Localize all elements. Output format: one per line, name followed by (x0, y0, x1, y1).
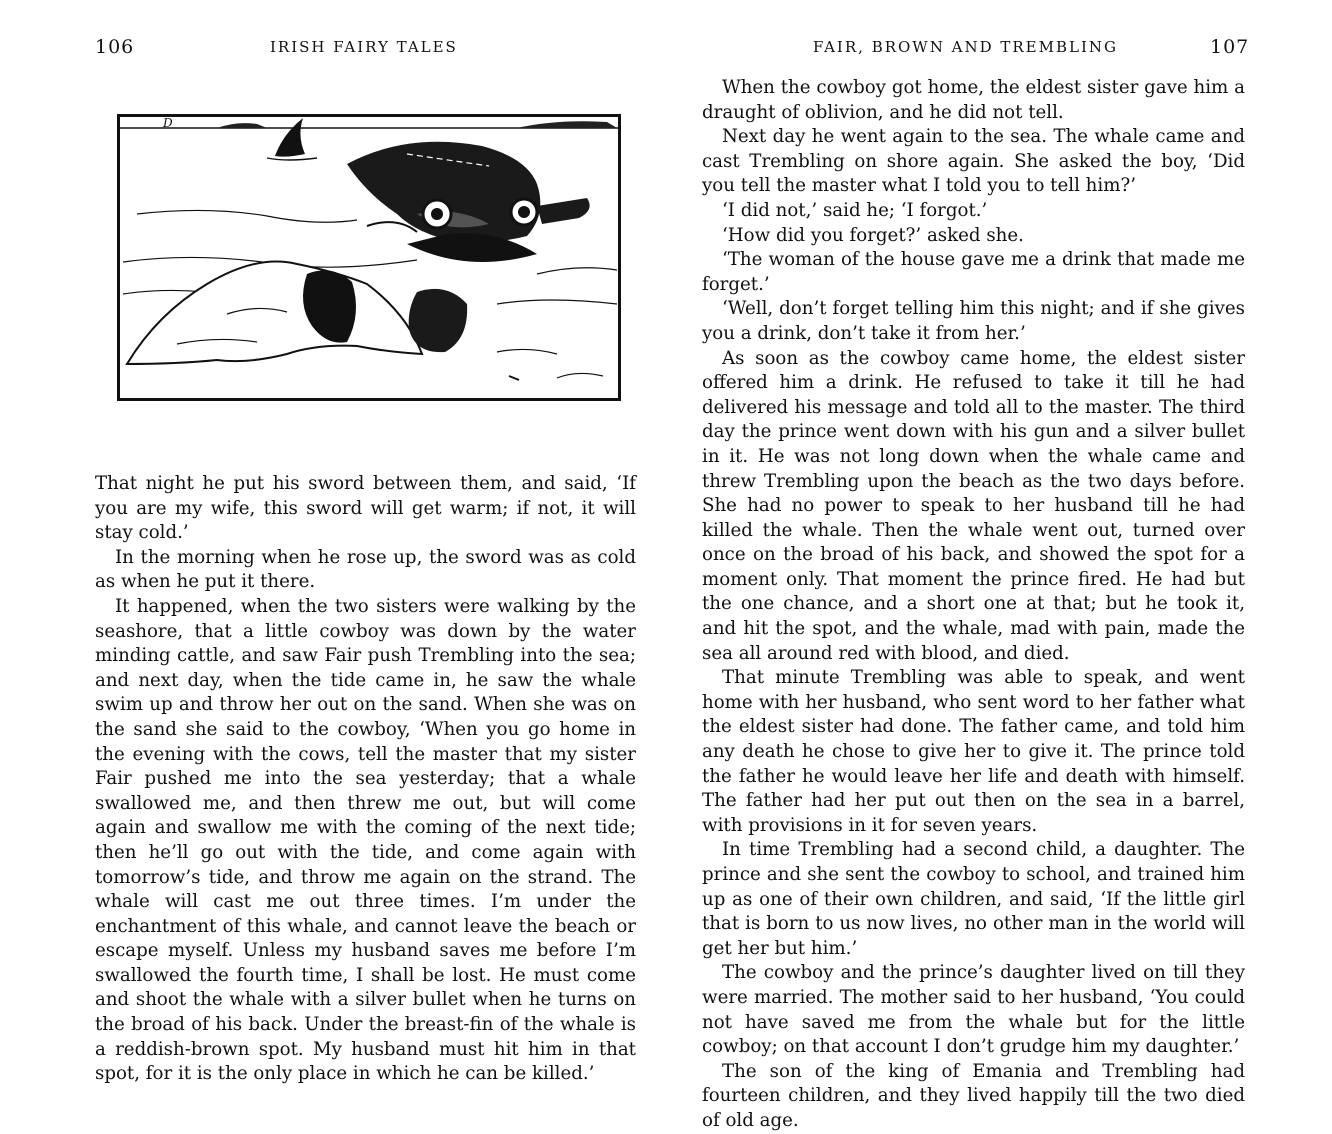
paragraph: That night he put his sword between them, and said, ‘If you are my wife, this sword will get warm; if not, it will stay cold.’ (95, 473, 636, 544)
paragraph: It happened, when the two sisters were walking by the seashore, that a little cowboy was down by the water minding cattle, and saw Fair push Trembling into the sea; and next day, when the tide came in, he saw the whale swim up and throw her out on the sand. When she was on the sand she said to the cowboy, ‘When you go home in the evening with the cows, tell the master that my sister Fair pushed me into the sea yesterday; that a whale swallowed me, and then threw me out, but will come again and swallow me with the coming of the next tide; then he’ll go out with the tide, and come again with tomorrow’s tide, and throw me again on the strand. The whale will cast me out three times. I’m under the enchantment of this whale, and cannot leave the beach or escape myself. Unless my husband saves me before I’m swallowed the fourth time, I shall be lost. He must come and shoot the whale with a silver bullet when he turns on the broad of his back. Under the breast-fin of the whale is a reddish-brown spot. My husband must hit him in that spot, for it is the only place in which he can be killed.’ (95, 595, 636, 1085)
right-page-body (702, 76, 1245, 1134)
paragraph: ‘The woman of the house gave me a drink that made me forget.’ (702, 249, 1245, 295)
paragraph: When the cowboy got home, the eldest sister gave him a draught of oblivion, and he did not tell. (702, 77, 1245, 123)
illustration-mark: D (163, 116, 173, 130)
paragraph: In the morning when he rose up, the sword was as cold as when he put it there. (95, 546, 636, 593)
paragraph: The cowboy and the prince’s daughter lived on till they were married. The mother said to her husband, ‘You could not have saved me from the whale but for the little cowboy; on that account I don’t grudge him my daughter.’ (702, 962, 1245, 1058)
paragraph: Next day he went again to the sea. The whale came and cast Trembling on shore again. She asked the boy, ‘Did you tell the master what I told you to tell him?’ (702, 126, 1245, 197)
left-page (0, 0, 666, 1085)
paragraph: ‘How did you forget?’ asked she. (722, 224, 1024, 246)
running-head: IRISH FAIRY TALES (270, 38, 458, 56)
paragraph: ‘I did not,’ said he; ‘I forgot.’ (722, 199, 988, 221)
paragraph: The son of the king of Emania and Trembling had fourteen children, and they lived happily till the two died of old age. (702, 1060, 1245, 1131)
paragraph: ‘Well, don’t forget telling him this night; and if she gives you a drink, don’t take it from her.’ (702, 298, 1245, 344)
paragraph: That minute Trembling was able to speak, and went home with her husband, who sent word to her father what the eldest sister had done. The father came, and told him any death he chose to give her to give it. The prince told the father he would leave her life and death with himself. The father had her put out then on the sea in a barrel, with provisions in it for seven years. (702, 667, 1245, 836)
whale-illustration (117, 114, 621, 401)
left-page-body (95, 472, 636, 1087)
page-number: 107 (1210, 36, 1250, 58)
paragraph: In time Trembling had a second child, a daughter. The prince and she sent the cowboy to school, and trained him up as one of their own children, and said, ‘If the little girl that is born to us now lives, no other man in the world will get her but him.’ (702, 839, 1245, 959)
right-page (666, 0, 1332, 1131)
page-number: 106 (95, 36, 135, 58)
running-head: FAIR, BROWN AND TREMBLING (813, 38, 1118, 56)
paragraph: As soon as the cowboy came home, the eldest sister offered him a drink. He refused to take it till he had delivered his message and told all to the master. The third day the prince went down with his gun and a silver bullet in it. He was not long down when the whale came and threw Trembling upon the beach as the two days before. She had no power to speak to her husband till he had killed the whale. Then the whale went out, turned over once on the broad of his back, and showed the spot for a moment only. That moment the prince fired. He had but the one chance, and a short one at that; but he took it, and hit the spot, and the whale, mad with pain, made the sea all around red with blood, and died. (702, 347, 1245, 664)
